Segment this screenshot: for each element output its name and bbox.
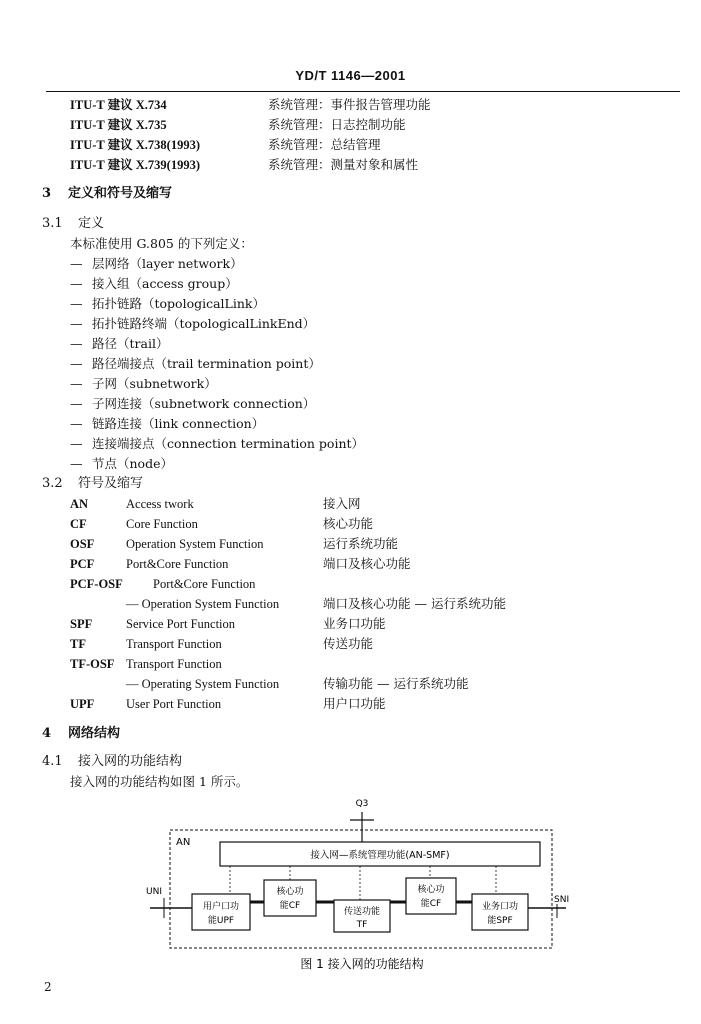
section-title: 定义 <box>78 216 105 231</box>
cf-label: 核心功 <box>417 885 445 895</box>
page-number: 2 <box>44 980 52 994</box>
header-rule <box>46 91 680 92</box>
reference-code: ITU-T 建议 X.738(1993) <box>70 138 200 152</box>
abbr-code: TF-OSF <box>70 657 115 671</box>
definition-item: 拓扑链路（topologicalLink） <box>92 296 265 311</box>
tf-label: TF <box>356 920 368 930</box>
abbr-english: Transport Function <box>126 657 222 671</box>
cf-label: 核心功 <box>276 887 304 897</box>
abbr-english: Port&Core Function <box>153 577 256 591</box>
spf-label: 能SPF <box>487 916 513 926</box>
dash-bullet: — <box>70 296 83 311</box>
dash-bullet: — <box>70 356 83 371</box>
reference-code: ITU-T 建议 X.739(1993) <box>70 158 200 172</box>
smf-label: 接入网—系统管理功能(AN-SMF) <box>310 850 450 861</box>
abbr-chinese: 接入网 <box>323 496 361 511</box>
section-number: 3 <box>42 186 52 201</box>
abbr-code: UPF <box>70 697 95 711</box>
abbr-chinese: 运行系统功能 <box>323 536 399 551</box>
abbr-code: OSF <box>70 537 95 551</box>
abbr-english: User Port Function <box>126 697 222 711</box>
abbr-code: AN <box>70 497 89 511</box>
reference-code: ITU-T 建议 X.734 <box>70 98 167 112</box>
abbr-code: CF <box>70 517 87 531</box>
abbr-chinese: 端口及核心功能 — 运行系统功能 <box>323 596 506 611</box>
upf-label: 能UPF <box>207 916 235 926</box>
abbr-english: Service Port Function <box>126 617 236 631</box>
reference-title: 系统管理：总结管理 <box>268 137 381 152</box>
abbr-chinese: 端口及核心功能 <box>323 556 411 571</box>
dash-bullet: — <box>70 416 83 431</box>
section-number: 3.1 <box>42 216 63 231</box>
figure-caption: 图 1 接入网的功能结构 <box>300 957 424 971</box>
reference-title: 系统管理：事件报告管理功能 <box>268 97 431 112</box>
dash-bullet: — <box>70 256 83 271</box>
uni-label: UNI <box>146 887 162 897</box>
section-number: 3.2 <box>42 476 63 491</box>
abbr-english: Access twork <box>126 497 194 511</box>
reference-title: 系统管理：日志控制功能 <box>268 117 406 132</box>
sni-label: SNI <box>554 895 570 905</box>
spf-label: 业务口功 <box>481 902 519 912</box>
dash-bullet: — <box>70 396 83 411</box>
section-title: 接入网的功能结构 <box>78 754 183 769</box>
figure-access-network-structure <box>0 790 701 980</box>
definition-item: 路径端接点（trail termination point） <box>92 356 321 371</box>
dash-bullet: — <box>70 276 83 291</box>
dash-bullet: — <box>70 456 83 471</box>
abbr-code: TF <box>70 637 86 651</box>
q3-label: Q3 <box>355 799 369 809</box>
page-header: YD/T 1146—2001 <box>295 68 406 83</box>
upf-label: 用户口功 <box>202 902 240 912</box>
intro-paragraph: 接入网的功能结构如图 1 所示。 <box>70 774 249 789</box>
tf-label: 传送功能 <box>343 907 381 917</box>
definition-item: 链路连接（link connection） <box>92 416 265 431</box>
section-number: 4 <box>42 726 52 741</box>
abbr-english: — Operation System Function <box>126 597 280 611</box>
abbr-english: Port&Core Function <box>126 557 229 571</box>
definition-item: 拓扑链路终端（topologicalLinkEnd） <box>92 316 316 331</box>
cf-label: 能CF <box>279 901 301 911</box>
definition-item: 子网连接（subnetwork connection） <box>92 396 316 411</box>
dash-bullet: — <box>70 376 83 391</box>
cf-label: 能CF <box>420 899 442 909</box>
abbr-chinese: 用户口功能 <box>323 696 386 711</box>
section-title: 符号及缩写 <box>78 476 144 491</box>
definition-item: 节点（node） <box>92 456 173 471</box>
abbr-english: Core Function <box>126 517 198 531</box>
section-title: 定义和符号及缩写 <box>68 186 173 201</box>
dash-bullet: — <box>70 436 83 451</box>
abbr-english: Transport Function <box>126 637 222 651</box>
abbr-chinese: 传送功能 <box>323 636 374 651</box>
definition-item: 路径（trail） <box>92 336 169 351</box>
an-label: AN <box>176 837 191 848</box>
definition-item: 接入组（access group） <box>92 276 238 291</box>
intro-paragraph: 本标准使用 G.805 的下列定义： <box>70 236 253 251</box>
abbr-chinese: 传输功能 — 运行系统功能 <box>323 676 469 691</box>
definition-item: 连接端接点（connection termination point） <box>92 436 365 451</box>
abbr-code: PCF-OSF <box>70 577 123 591</box>
reference-title: 系统管理：测量对象和属性 <box>268 157 419 172</box>
abbr-code: PCF <box>70 557 95 571</box>
section-number: 4.1 <box>42 754 63 769</box>
dash-bullet: — <box>70 316 83 331</box>
reference-code: ITU-T 建议 X.735 <box>70 118 167 132</box>
abbr-code: SPF <box>70 617 93 631</box>
abbr-english: — Operating System Function <box>126 677 280 691</box>
abbr-chinese: 业务口功能 <box>323 616 386 631</box>
abbr-chinese: 核心功能 <box>323 516 374 531</box>
definition-item: 层网络（layer network） <box>92 256 243 271</box>
dash-bullet: — <box>70 336 83 351</box>
abbr-english: Operation System Function <box>126 537 264 551</box>
section-title: 网络结构 <box>68 726 121 741</box>
definition-item: 子网（subnetwork） <box>92 376 217 391</box>
